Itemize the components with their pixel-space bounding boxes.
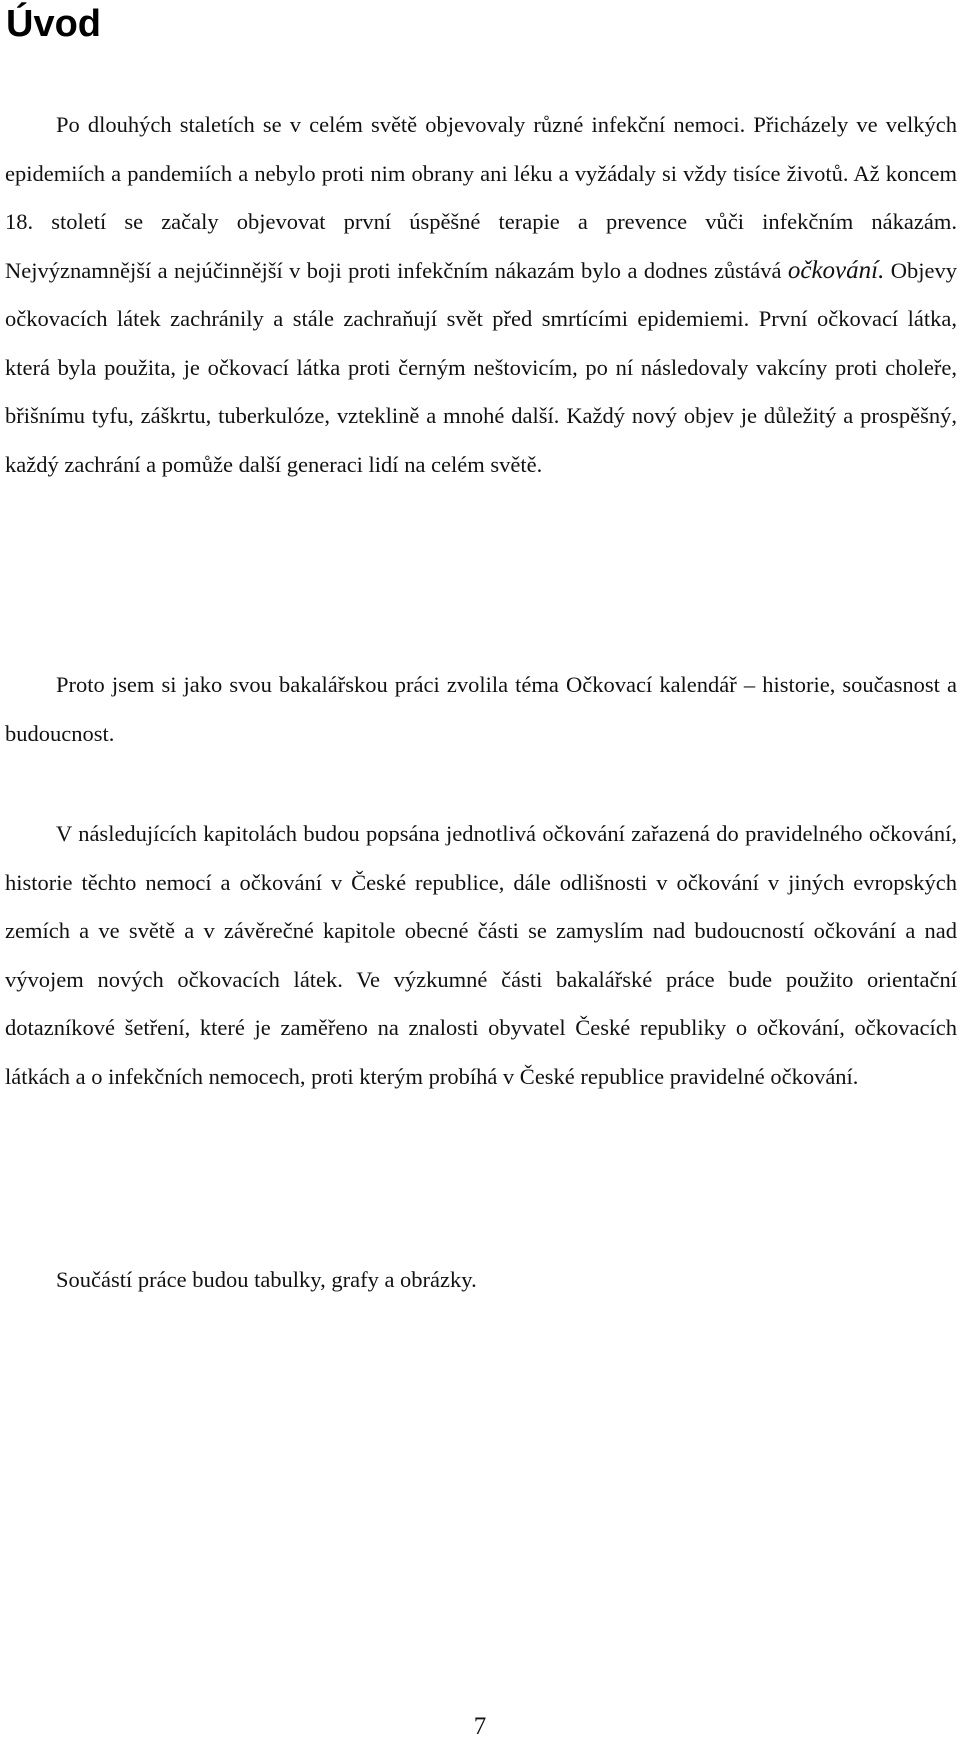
paragraph-indent bbox=[5, 112, 56, 137]
chapter-heading: Úvod bbox=[6, 3, 101, 45]
emphasized-term: očkování. bbox=[787, 256, 885, 284]
paragraph-thesis-topic bbox=[5, 661, 957, 758]
paragraph-thesis-topic-text: Proto jsem si jako svou bakalářskou práci zvolila téma Očkovací kalendář – historie, současnost a budoucnost. bbox=[5, 672, 957, 746]
paragraph-indent bbox=[5, 1267, 56, 1292]
paragraph-attachments bbox=[5, 1256, 957, 1305]
page-number: 7 bbox=[473, 1713, 487, 1740]
paragraph-indent bbox=[5, 821, 56, 846]
paragraph-history-text-start: Po dlouhých staletích se v celém světě objevovaly různé infekční nemoci. Přicházely ve velkých epidemiích a pandemiích a nebylo proti nim obrany ani léku a vyžádaly si vždy tisíce životů. Až koncem 18. století se začaly objevovat první úspěšné terapie a prevence vůči infekčním nákazám. Nejvýznamnější a nejúčinnější v boji proti infekčním nákazám bylo a dodnes zůstává bbox=[5, 112, 957, 283]
paragraph-outline bbox=[5, 810, 957, 1101]
paragraph-indent bbox=[5, 672, 56, 697]
paragraph-attachments-text: Součástí práce budou tabulky, grafy a obrázky. bbox=[56, 1267, 477, 1292]
paragraph-outline-text: V následujících kapitolách budou popsána jednotlivá očkování zařazená do pravidelného očkování, historie těchto nemocí a očkování v České republice, dále odlišnosti v očkování v jiných evropských zemích a ve světě a v závěrečné kapitole obecné části se zamyslím nad budoucností očkování a nad vývojem nových očkovacích látek. Ve výzkumné části bakalářské práce bude použito orientační dotazníkové šetření, které je zaměřeno na znalosti obyvatel České republiky o očkování, očkovacích látkách a o infekčních nemocech, proti kterým probíhá v České republice pravidelné očkování. bbox=[5, 821, 957, 1089]
paragraph-history bbox=[5, 101, 957, 489]
paragraph-history-text-end: Objevy očkovacích látek zachránily a stále zachraňují svět před smrtícími epidemiemi. První očkovací látka, která byla použita, je očkovací látka proti černým neštovicím, po ní následovaly vakcíny proti choleře, břišnímu tyfu, záškrtu, tuberkulóze, vzteklině a mnohé další. Každý nový objev je důležitý a prospěšný, každý zachrání a pomůže další generaci lidí na celém světě. bbox=[5, 257, 957, 477]
